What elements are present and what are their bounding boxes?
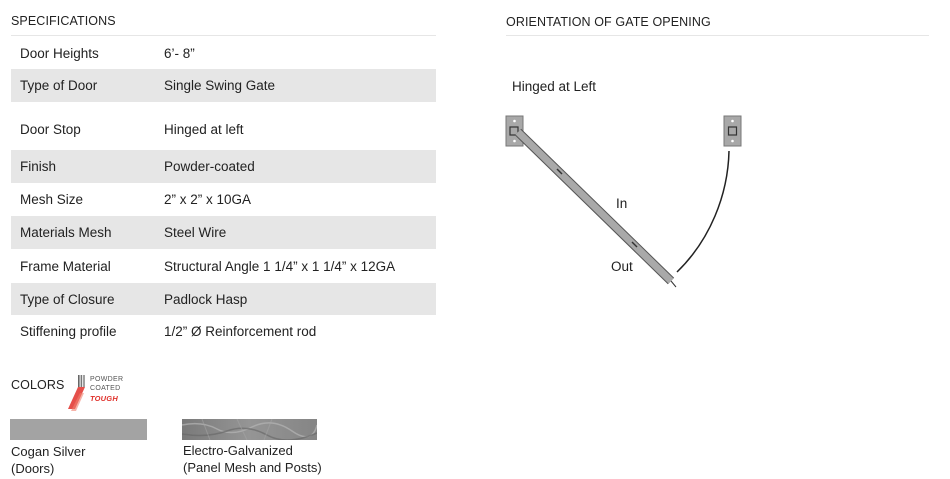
galvanized-texture-icon [182,419,317,440]
logo-line-powder: POWDER [90,376,124,383]
spec-value: Structural Angle 1 1/4” x 1 1/4” x 12GA [164,259,396,274]
swatch-name: Cogan Silver [11,444,86,459]
out-label: Out [611,259,633,274]
orientation-title: ORIENTATION OF GATE OPENING [506,15,711,29]
in-label: In [616,196,628,211]
spec-value: 1/2” Ø Reinforcement rod [164,323,317,339]
spec-label: Stiffening profile [20,323,117,339]
specifications-divider [11,35,436,36]
spec-label: Mesh Size [20,191,84,207]
spec-value: Single Swing Gate [164,78,276,93]
spec-row [11,316,436,346]
swatch-name: Electro-Galvanized [183,443,293,458]
spec-value: Steel Wire [164,225,227,240]
latch-post-right [724,116,741,146]
spec-row [11,251,436,282]
spec-row [11,184,436,214]
swatch-caption [11,443,85,477]
orientation-divider [506,35,929,36]
spec-value: Hinged at left [164,121,244,137]
spec-row [11,283,436,315]
spec-label: Materials Mesh [20,225,112,240]
logo-line-tough: TOUGH [90,394,118,403]
spec-value: 2” x 2” x 10GA [164,191,252,207]
spec-value: Padlock Hasp [164,291,248,307]
spec-value: Powder-coated [164,159,255,174]
spec-label: Finish [20,159,57,174]
colors-title: COLORS [11,378,65,392]
swatch-note: (Doors) [11,461,55,476]
spec-label: Door Heights [20,45,99,61]
swing-arc [677,151,729,272]
spec-row [11,216,436,249]
hinge-label: Hinged at Left [512,79,597,94]
spec-value: 6’- 8” [164,45,195,61]
spec-row [11,39,436,67]
specifications-title: SPECIFICATIONS [11,14,116,28]
logo-line-coated: COATED [90,385,121,392]
spec-label: Type of Door [20,78,98,93]
swatch-note: (Panel Mesh and Posts) [183,460,322,475]
spec-row [11,112,436,146]
spec-label: Type of Closure [20,291,115,307]
spec-row [11,150,436,183]
color-swatch-electro-galvanized [182,419,317,440]
swatch-caption [183,442,322,476]
spec-row [11,69,436,102]
gate-leaf [518,132,676,287]
spec-label: Frame Material [20,259,111,274]
powder-coated-tough-logo [66,373,136,413]
spec-label: Door Stop [20,121,81,137]
color-swatch-cogan-silver [10,419,147,440]
